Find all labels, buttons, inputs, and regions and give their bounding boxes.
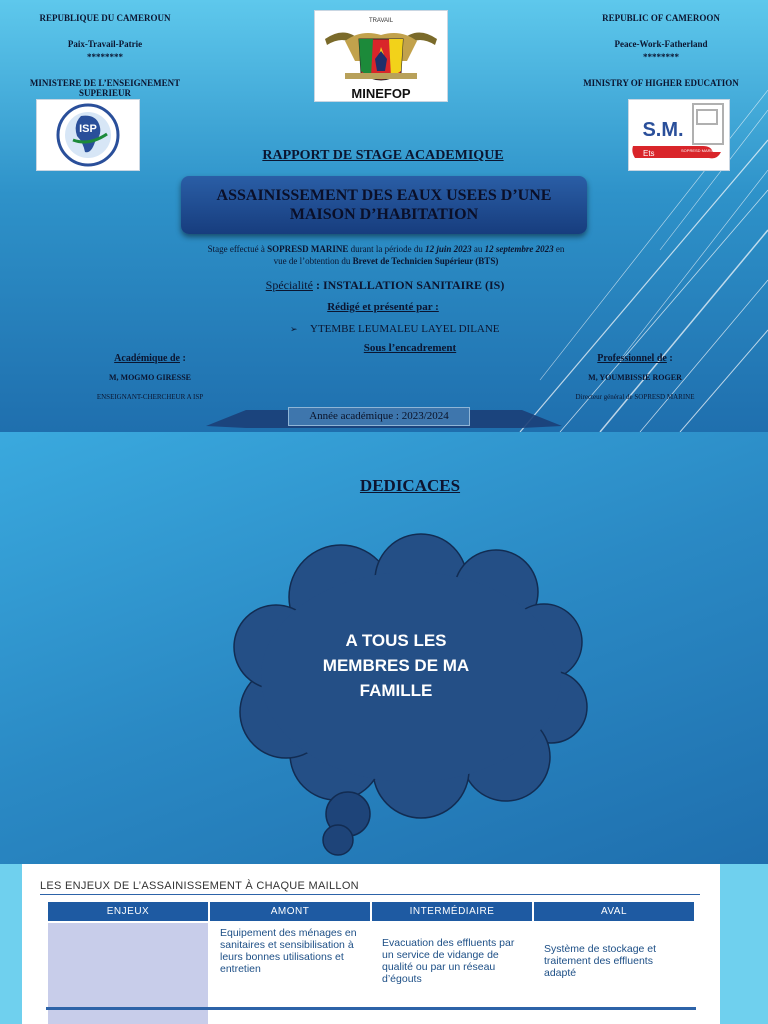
country-en: REPUBLIC OF CAMEROON [602,13,720,23]
ministry-en: MINISTRY OF HIGHER EDUCATION [583,78,739,88]
stakes-document [22,864,720,1024]
company-name: SOPRESD MARINE [267,244,349,254]
speciality-value: INSTALLATION SANITAIRE (IS) [322,278,505,292]
main-title-line1: ASSAINISSEMENT DES EAUX USEES D’UNE [216,187,552,204]
column-header-aval: AVAL [533,901,695,922]
sm-initials: S.M. [642,119,684,141]
column-header-enjeux: ENJEUX [47,901,209,922]
country-fr: REPUBLIQUE DU CAMEROUN [39,13,171,23]
student-entry [290,323,550,335]
sm-badge: Ets [643,149,655,158]
professional-supervisor: Professionnel de : M, YOUMBISSIE ROGER Directeur général de SOPRESD MARINE [530,353,740,401]
header-right [556,12,766,90]
arrow-bullet-icon: ➢ [290,324,298,334]
supervision-label: Sous l’encadrement [363,342,457,354]
motto-en: Peace-Work-Fatherland [614,39,708,49]
report-type-title: RAPPORT DE STAGE ACADEMIQUE [262,148,504,163]
stakes-slide [0,864,768,1024]
academic-supervisor: Académique de : M, MOGMO GIRESSE ENSEIGNANT-CHERCHEUR A ISP [40,353,260,401]
sopresd-marine-logo [628,99,730,171]
written-by-label: Rédigé et présenté par : [327,301,439,313]
academic-year: Année académique : 2023/2024 [288,407,470,426]
motto-fr: Paix-Travail-Patrie [67,39,143,49]
table-row [47,1008,695,1024]
isp-logo [36,99,140,171]
student-name: YTEMBE LEUMALEU LAYEL DILANE [310,323,500,335]
speciality: Spécialité : INSTALLATION SANITAIRE (IS) [265,278,505,292]
minefop-logo [314,10,448,102]
table-cell-amont: Equipement des ménages en sanitaires et sensibilisation à leurs bonnes utilisations et entretien [209,922,371,1008]
diploma: Brevet de Technicien Supérieur (BTS) [352,256,499,266]
end-date: 12 septembre 2023 [484,244,554,254]
cover-slide [0,0,768,432]
column-header-amont: AMONT [209,901,371,922]
ministry-fr-line2: SUPERIEUR [78,88,131,98]
academic-supervisor-role: ENSEIGNANT-CHERCHEUR A ISP [96,393,204,401]
stakes-title: LES ENJEUX DE L’ASSAINISSEMENT À CHAQUE MAILLON [40,880,359,892]
separator-stars: ******** [643,52,679,62]
separator-stars: ******** [87,52,123,62]
ministry-fr-line1: MINISTERE DE L’ENSEIGNEMENT [29,78,181,88]
dedication-heading: DEDICACES [359,476,461,495]
professional-supervisor-name: M, YOUMBISSIE ROGER [588,373,682,382]
report-main-title [181,176,587,234]
sm-small-text: SOPRESD MARINE [681,148,718,153]
academic-supervisor-name: M, MOGMO GIRESSE [108,373,191,382]
table-cell-enjeux [47,922,209,1008]
logo-top-text: TRAVAIL [368,18,394,24]
start-date: 12 juin 2023 [425,244,472,254]
stage-description: Stage effectué à SOPRESD MARINE durant la période du 12 juin 2023 au 12 septembre 2023 en vue de l’obtention du Brevet de Technicien Supérieur (BTS) [207,244,565,266]
dedication-slide [0,432,768,864]
main-title-line2: MAISON D’HABITATION [289,206,479,223]
title-rule [40,894,700,895]
table-cell-intermediaire: Evacuation des effluents par un service de vidange de qualité ou par un réseau d’égouts [371,922,533,1008]
column-header-intermediaire: INTERMÉDIAIRE [371,901,533,922]
header-left [0,12,210,100]
stakes-table [46,900,696,1024]
svg-text:ISP: ISP [79,123,97,135]
professional-supervisor-role: Directeur général de SOPRESD MARINE [575,393,695,401]
minefop-wordmark: MINEFOP [351,86,411,101]
table-cell-aval: Système de stockage et traitement des effluents adapté [533,922,695,1008]
table-row [47,922,695,1008]
dedication-text: A TOUS LES MEMBRES DE MA FAMILLE [322,631,470,700]
